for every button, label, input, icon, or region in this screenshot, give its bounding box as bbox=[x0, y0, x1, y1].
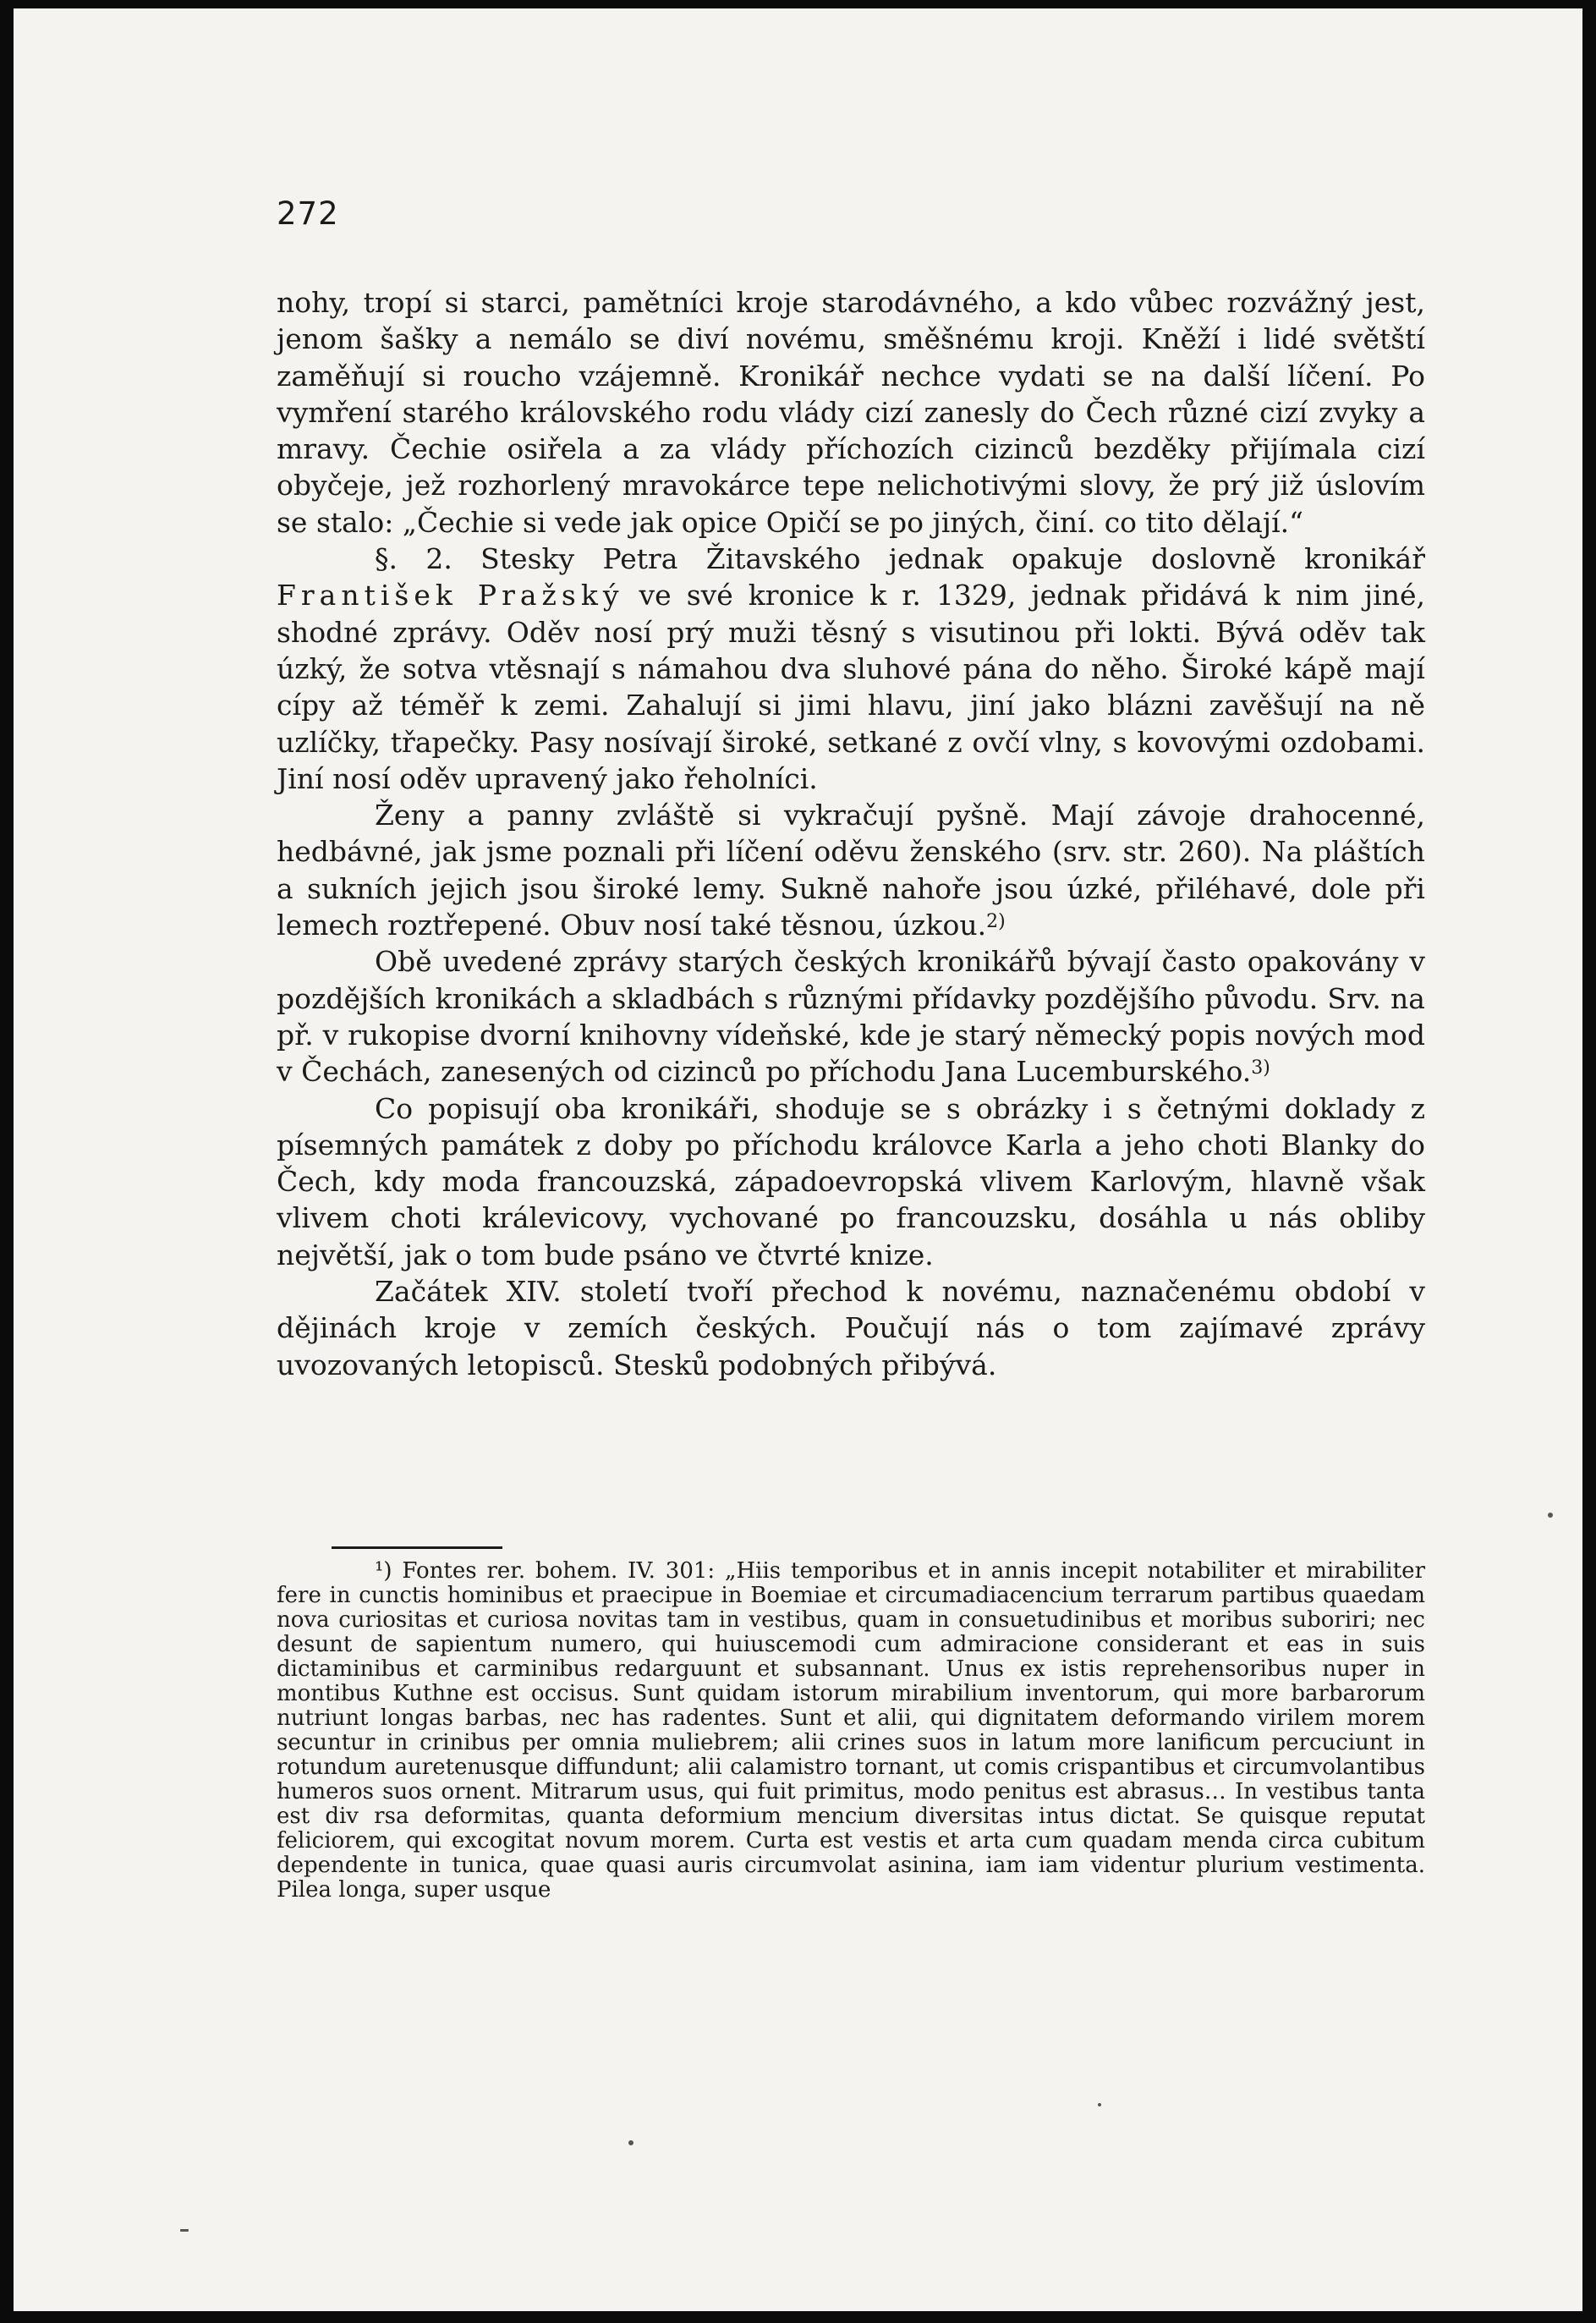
paragraph-6: Začátek XIV. století tvoří přechod k novému, naznačenému období v dějinách kroje v zemích českých. Poučují nás o tom zajímavé zprávy uvozovaných letopisců. Stesků podobných přibývá. bbox=[277, 1275, 1425, 1381]
paragraph-2 bbox=[277, 541, 1425, 797]
scan-speck bbox=[180, 2229, 189, 2232]
book-page bbox=[14, 8, 1582, 2311]
footnote-ref-2: 2) bbox=[986, 911, 1006, 933]
paragraph-4 bbox=[277, 943, 1425, 1090]
paragraph-3 bbox=[277, 797, 1425, 943]
paragraph-1: nohy, tropí si starci, pamětníci kroje starodávného, a kdo vůbec rozvážný jest, jenom šašky a nemálo se diví novému, směšnému kroji. Kněží i lidé světští zaměňují si roucho vzájemně. Kronikář nechce vydati se na další líčení. Po vymření starého královského rodu vlády cizí zanesly do Čech různé cizí zvyky a mravy. Čechie osiřela a za vlády příchozích cizinců bezděky přijímala cizí obyčeje, jež rozhorlený mravokárce tepe nelichotivými slovy, že prý již úslovím se stalo: „Čechie si vede jak opice Opičí se po jiných, činí. co tito dělají.“ bbox=[277, 286, 1425, 539]
paragraph-2-end: ve své kronice k r. 1329, jednak přidává k nim jiné, shodné zprávy. Oděv nosí prý muži těsný s visutinou při lokti. Bývá oděv tak úzký, že sotva vtěsnají s námahou dva sluhové pána do něho. Široké kápě mají cípy až téměř k zemi. Zahalují si jimi hlavu, jiní jako blázni zavěšují na ně uzlíčky, třapečky. Pasy nosívají široké, setkané z ovčí vlny, s kovovými ozdobami. Jiní nosí oděv upravený jako řeholníci. bbox=[277, 579, 1425, 795]
footnote-divider bbox=[332, 1546, 502, 1549]
footnote-1: ¹) Fontes rer. bohem. IV. 301: „Hiis temporibus et in annis incepit notabiliter et mirabiliter fere in cunctis hominibus et praecipue in Boemiae et circumadiacencium terrarum partibus quaedam nova curiositas et curiosa novitas tam in vestibus, quam in consuetudinibus et moribus suboriri; nec desunt de sapientum numero, qui huiuscemodi cum admiracione considerant et eas in suis dictaminibus et carminibus redarguunt et subsannant. Unus ex istis reprehensoribus nuper in montibus Kuthne est occisus. Sunt quidam istorum mirabilium inventorum, qui more barbarorum nutriunt longas barbas, nec has radentes. Sunt et alii, qui dignitatem deformando virilem morem secuntur in crinibus per omnia muliebrem; alii crines suos in latum more lanificum percuciunt in rotundum auretenusque diffundunt; alii calamistro tornant, ut comis crispantibus et circumvolantibus humeros suos ornent. Mitrarum usus, qui fuit primitus, modo penitus est abrasus… In vestibus tanta est div rsa deformitas, quanta deformium mencium diversitas intus dictat. Se quisque reputat feliciorem, qui excogitat novum morem. Curta est vestis et arta cum quadam menda circa cubitum dependente in tunica, quae quasi auris circumvolat asinina, iam iam videntur plurium vestimenta. Pilea longa, super usque bbox=[277, 1558, 1425, 1903]
author-name-spaced: František Pražský bbox=[277, 579, 624, 612]
scan-speck bbox=[628, 2140, 633, 2145]
scan-speck bbox=[1098, 2103, 1101, 2106]
footnotes bbox=[277, 1559, 1425, 1903]
paragraph-4-text: Obě uvedené zprávy starých českých kronikářů bývají často opakovány v pozdějších kronikách a skladbách s různými přídavky pozdějšího původu. Srv. na př. v rukopise dvorní knihovny vídeňské, kde je starý německý popis nových mod v Čechách, zanesených od cizinců po příchodu Jana Lucemburského. bbox=[277, 945, 1425, 1089]
paragraph-3-text: Ženy a panny zvláště si vykračují pyšně. Mají závoje drahocenné, hedbávné, jak jsme poznali při líčení oděvu ženského (srv. str. 260). Na pláštích a sukních jejich jsou široké lemy. Sukně nahoře jsou úzké, přiléhavé, dole při lemech roztřepené. Obuv nosí také těsnou, úzkou. bbox=[277, 799, 1425, 942]
paragraph-5: Co popisují oba kronikáři, shoduje se s obrázky i s četnými doklady z písemných památek z doby po příchodu královce Karla a jeho choti Blanky do Čech, kdy moda francouzská, západoevropská vlivem Karlovým, hlavně však vlivem choti králevicovy, vychované po francouzsku, dosáhla u nás obliby největší, jak o tom bude psáno ve čtvrté knize. bbox=[277, 1091, 1425, 1271]
main-text bbox=[277, 284, 1425, 1383]
paragraph-2-start: §. 2. Stesky Petra Žitavského jednak opakuje doslovně kronikář bbox=[375, 542, 1425, 576]
scan-speck bbox=[1548, 1513, 1553, 1518]
footnote-ref-3: 3) bbox=[1251, 1057, 1270, 1079]
page-number: 272 bbox=[277, 195, 339, 232]
